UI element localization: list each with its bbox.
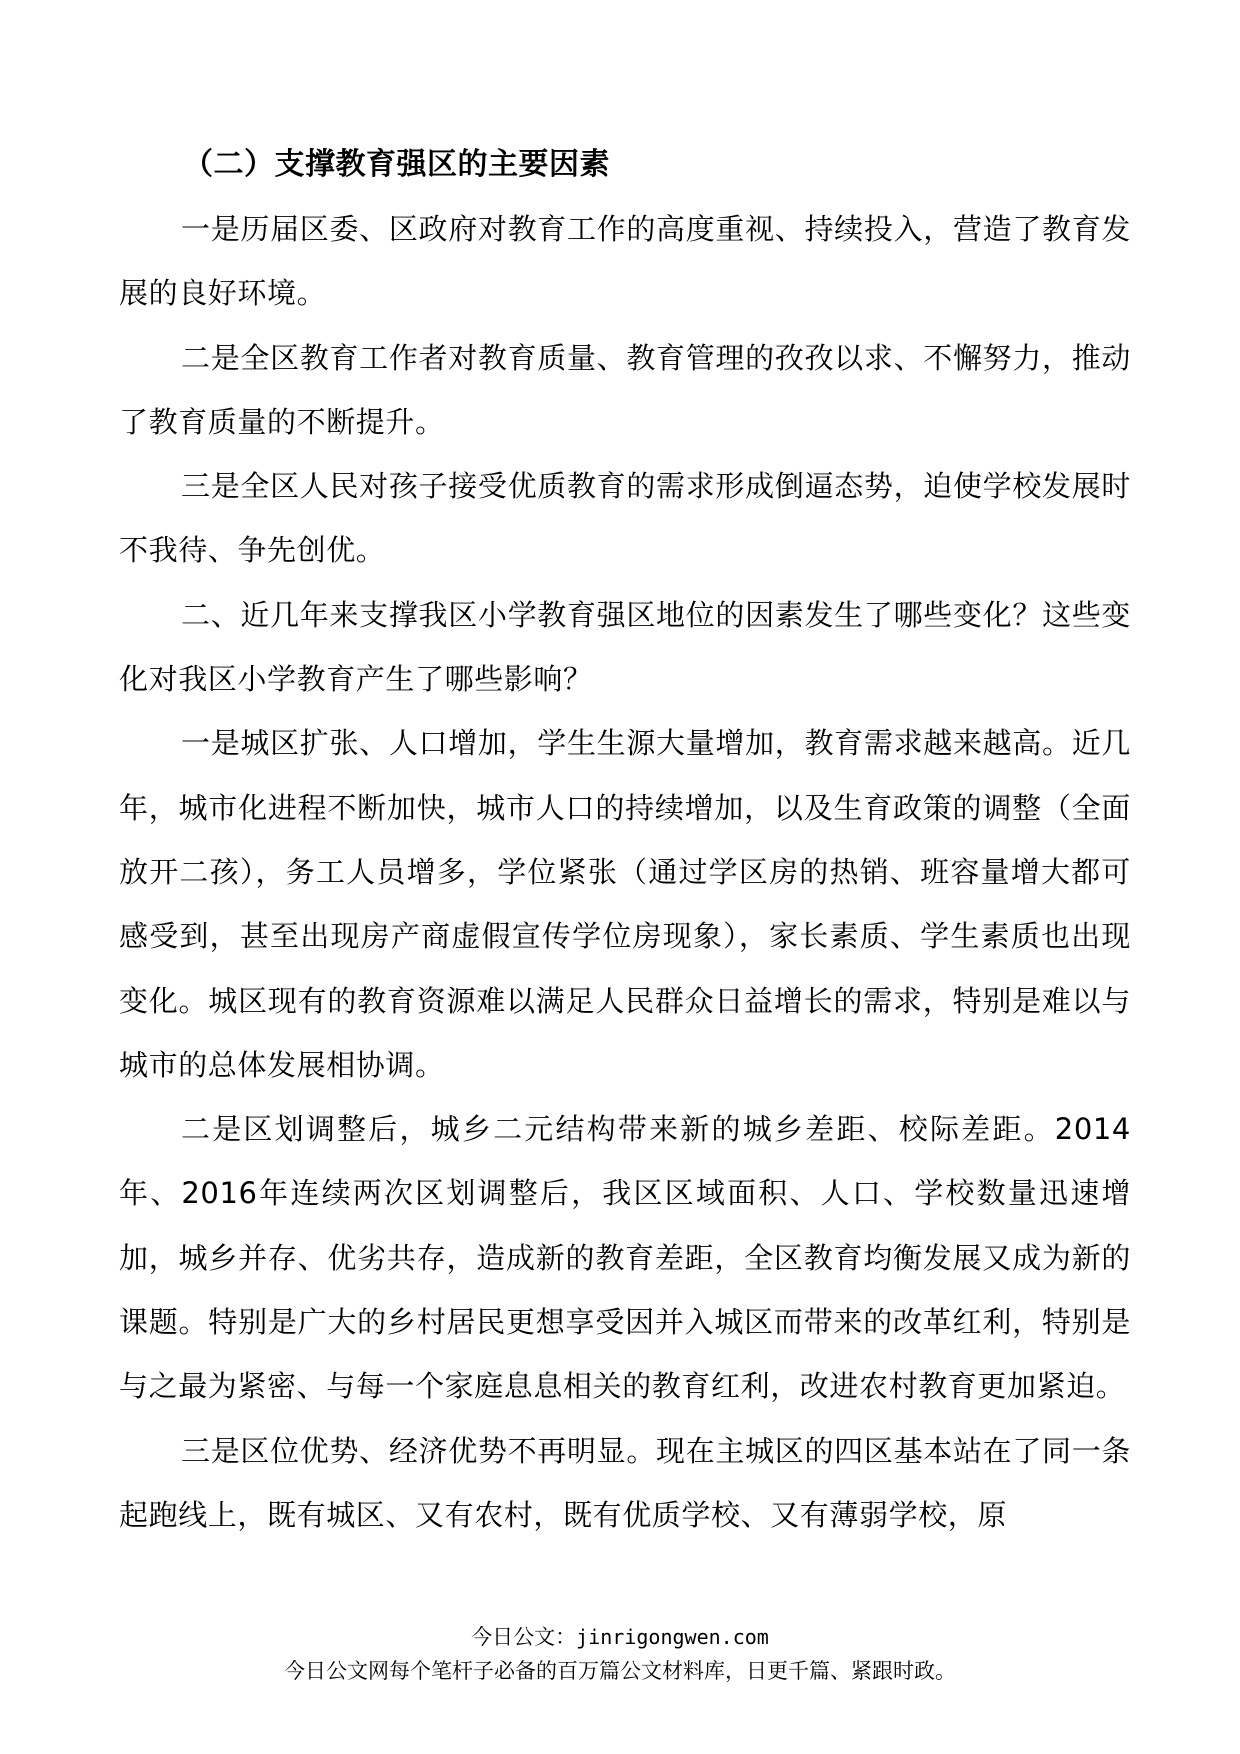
footer-site-label: 今日公文：	[471, 1625, 577, 1649]
paragraph-4: 二、近几年来支撑我区小学教育强区地位的因素发生了哪些变化？这些变化对我区小学教育产生了哪些影响？	[119, 597, 1131, 697]
paragraph-2: 二是全区教育工作者对教育质量、教育管理的孜孜以求、不懈努力，推动了教育质量的不断提升。	[119, 340, 1131, 439]
section-heading: （二）支撑教育强区的主要因素	[183, 147, 610, 182]
paragraph-6: 二是区划调整后，城乡二元结构带来新的城乡差距、校际差距。2014年、2016年连续两次区划调整后，我区区域面积、人口、学校数量迅速增加，城乡并存、优劣共存，造成新的教育差距，全区教育均衡发展又成为新的课题。特别是广大的乡村居民更想享受因并入城区而带来的改革红利，特别是与之最为紧密、与每一个家庭息息相关的教育红利，改进农村教育更加紧迫。	[119, 1112, 1131, 1404]
document-body	[119, 133, 1131, 1547]
footer-site-line	[0, 1622, 1240, 1652]
footer-site-url[interactable]: jinrigongwen.com	[576, 1625, 769, 1649]
paragraph-5: 一是城区扩张、人口增加，学生生源大量增加，教育需求越来越高。近几年，城市化进程不断加快，城市人口的持续增加，以及生育政策的调整（全面放开二孩），务工人员增多，学位紧张（通过学区房的热销、班容量增大都可感受到，甚至出现房产商虚假宣传学位房现象），家长素质、学生素质也出现变化。城区现有的教育资源难以满足人民群众日益增长的需求，特别是难以与城市的总体发展相协调。	[119, 726, 1131, 1082]
paragraph-3: 三是全区人民对孩子接受优质教育的需求形成倒逼态势，迫使学校发展时不我待、争先创优。	[119, 469, 1131, 568]
paragraph-7: 三是区位优势、经济优势不再明显。现在主城区的四区基本站在了同一条起跑线上，既有城区、又有农村，既有优质学校、又有薄弱学校，原	[119, 1433, 1131, 1532]
footer-tagline: 今日公文网每个笔杆子必备的百万篇公文材料库，日更千篇、紧跟时政。	[284, 1659, 956, 1683]
paragraph-1: 一是历届区委、区政府对教育工作的高度重视、持续投入，营造了教育发展的良好环境。	[119, 212, 1131, 311]
